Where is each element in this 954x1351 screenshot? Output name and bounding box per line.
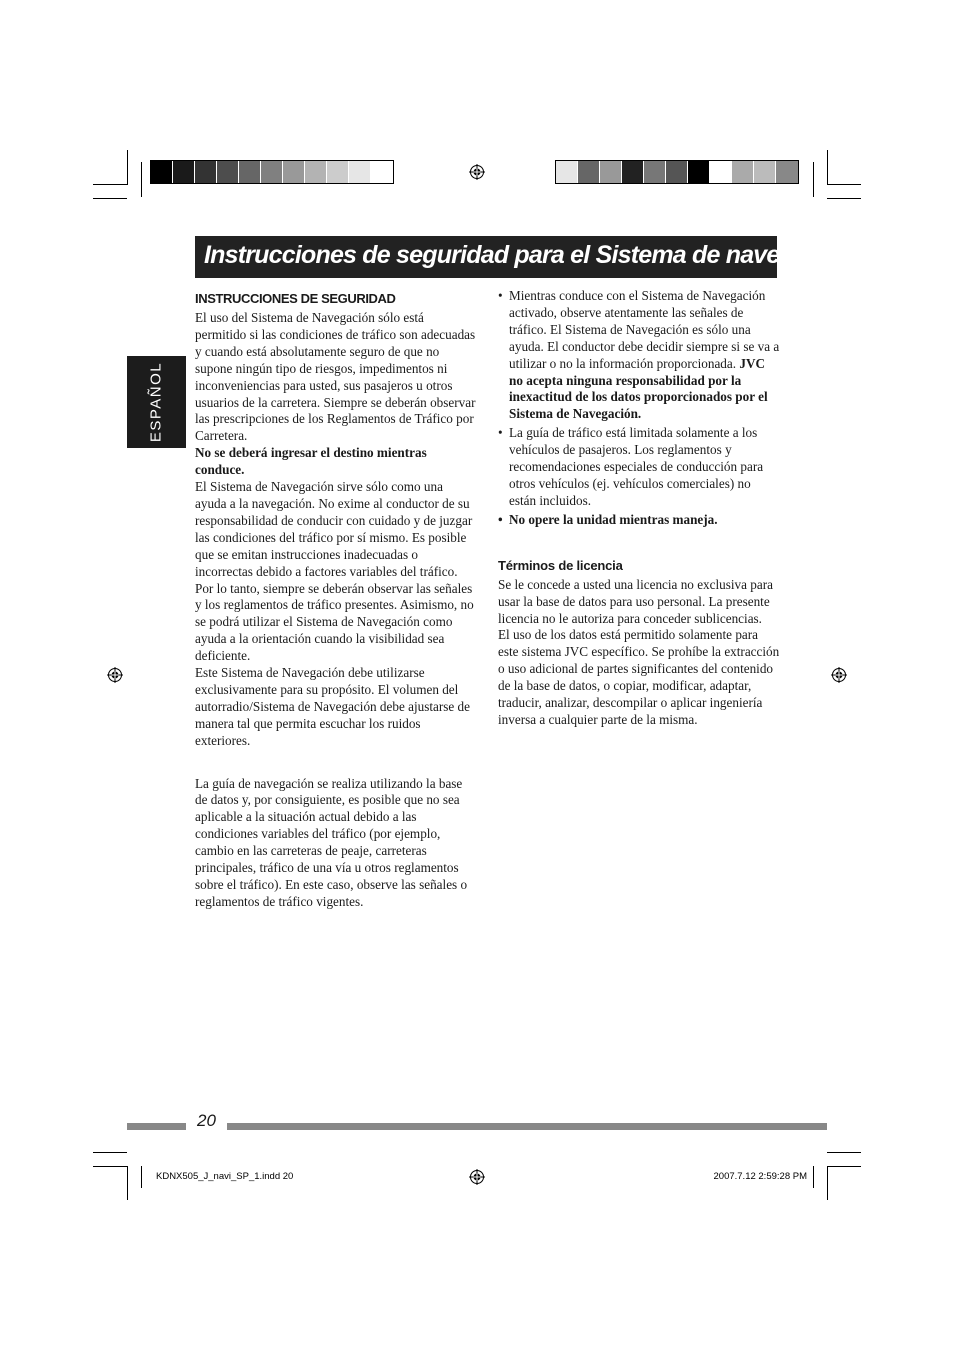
color-swatch	[261, 161, 283, 183]
color-swatch	[556, 161, 578, 183]
bullet-text: Mientras conduce con el Sistema de Navegación activado, observe atentamente las señales de tráfico. El Sistema de Navegación es sólo una ayuda. El conductor debe decidir siempre si se va a utilizar o no la información proporcionada.	[509, 288, 780, 371]
left-column	[195, 290, 477, 911]
safety-warning: No se deberá ingresar el destino mientras conduce.	[195, 445, 427, 478]
crop-mark	[127, 1166, 128, 1200]
color-swatch	[578, 161, 600, 183]
bullet-warning: No opere la unidad mientras maneja.	[509, 511, 718, 527]
footer-rule	[127, 1123, 186, 1130]
list-item	[498, 512, 780, 529]
crop-mark	[141, 162, 142, 197]
safety-paragraph: El uso del Sistema de Navegación sólo está permitido si las condiciones de tráfico son adecuadas y cuando está absolutamente seguro de que no supone ningún tipo de riesgos, impedimentos ni inconveniencias para usted, sus pasajeros u otros usuarios de la carretera. Siempre se deberán observar las prescripciones de los Reglamentos de Tráfico por Carretera.	[195, 310, 476, 444]
safety-paragraph: El Sistema de Navegación sirve sólo como una ayuda a la navegación. No exime al conductor de su responsabilidad de conducir con cuidado y de juzgar las condiciones del tráfico por sí mismo. Es posible que se emitan instrucciones inadecuadas o incorrectas debido a factores variables del tráfico. Por lo tanto, siempre se deberán observar las señales y los reglamentos de tráfico presentes. Asimismo, no se podrá utilizar el Sistema de Navegación como ayuda a la orientación cuando la visibilidad sea deficiente.	[195, 479, 474, 664]
color-swatch	[371, 161, 393, 183]
crop-mark	[93, 1152, 127, 1153]
color-swatch	[327, 161, 349, 183]
color-swatch	[349, 161, 371, 183]
color-swatch	[644, 161, 666, 183]
license-paragraph: Se le concede a usted una licencia no exclusiva para usar la base de datos para uso personal. La presente licencia no le autoriza para conceder sublicencias.	[498, 576, 773, 626]
list-item	[498, 288, 780, 423]
list-item	[498, 425, 780, 510]
crop-mark	[827, 184, 861, 185]
color-swatch	[305, 161, 327, 183]
color-swatch	[688, 161, 710, 183]
safety-heading: INSTRUCCIONES DE SEGURIDAD	[195, 291, 396, 306]
registration-mark-icon	[469, 1169, 485, 1185]
color-swatch	[173, 161, 195, 183]
crop-mark	[827, 150, 828, 185]
page-title: Instrucciones de seguridad para el Sistema de navegación	[195, 236, 777, 278]
bullet-warning: JVC no acepta ninguna responsabilidad por la inexactitud de los datos proporcionados por el Sistema de Navegación.	[509, 355, 768, 422]
language-tab	[127, 356, 186, 448]
license-heading: Términos de licencia	[498, 557, 623, 573]
crop-mark	[93, 184, 127, 185]
color-swatch	[622, 161, 644, 183]
safety-bullet-list	[498, 288, 780, 529]
registration-mark-icon	[831, 667, 847, 683]
language-tab-label: ESPAÑOL	[147, 361, 165, 443]
crop-mark	[141, 1166, 142, 1188]
color-swatch	[776, 161, 798, 183]
crop-mark	[827, 1166, 828, 1200]
file-slug: KDNX505_J_navi_SP_1.indd 20	[156, 1171, 294, 1182]
color-swatch	[666, 161, 688, 183]
bullet-text: La guía de tráfico está limitada solamente a los vehículos de pasajeros. Los reglamentos y recomendaciones especiales de conducción para otros vehículos (ej. vehículos comerciales) no están incluidos.	[509, 425, 764, 508]
crop-mark	[93, 198, 127, 199]
color-swatch	[217, 161, 239, 183]
color-swatch	[239, 161, 261, 183]
color-swatch	[710, 161, 732, 183]
safety-paragraph: La guía de navegación se realiza utilizando la base de datos y, por consiguiente, es posible que no sea aplicable a la situación actual debido a las condiciones variables del tráfico (por ejemplo, cambio en las carreteras de peaje, carreteras principales, tráfico de una vía u otros reglamentos sobre el tráfico). En este caso, observe las señales o reglamentos de tráfico vigentes.	[195, 775, 468, 909]
license-paragraph: El uso de los datos está permitido solamente para este sistema JVC específico. Se prohíbe la extracción o uso adicional de partes significantes del contenido de la base de datos, o copiar, modificar, adaptar, traducir, analizar, descompilar o aplicar ingeniería inversa a cualquier parte de la misma.	[498, 627, 780, 727]
crop-mark	[813, 1166, 814, 1188]
right-column	[498, 288, 780, 729]
crop-mark	[127, 150, 128, 185]
color-calibration-bar-right	[555, 160, 799, 184]
color-swatch	[600, 161, 622, 183]
footer-rule	[227, 1123, 827, 1130]
crop-mark	[827, 1152, 861, 1153]
color-calibration-bar-left	[150, 160, 394, 184]
safety-paragraph: Este Sistema de Navegación debe utilizarse exclusivamente para su propósito. El volumen del autorradio/Sistema de Navegación debe ajustarse de manera tal que permita escuchar los ruidos exteriores.	[195, 665, 470, 748]
print-timestamp: 2007.7.12 2:59:28 PM	[713, 1171, 807, 1182]
color-swatch	[754, 161, 776, 183]
page-number: 20	[197, 1111, 216, 1130]
color-swatch	[283, 161, 305, 183]
color-swatch	[732, 161, 754, 183]
color-swatch	[195, 161, 217, 183]
registration-mark-icon	[469, 164, 485, 180]
registration-mark-icon	[107, 667, 123, 683]
crop-mark	[93, 1166, 127, 1167]
crop-mark	[827, 198, 861, 199]
crop-mark	[827, 1166, 861, 1167]
crop-mark	[813, 162, 814, 197]
color-swatch	[151, 161, 173, 183]
